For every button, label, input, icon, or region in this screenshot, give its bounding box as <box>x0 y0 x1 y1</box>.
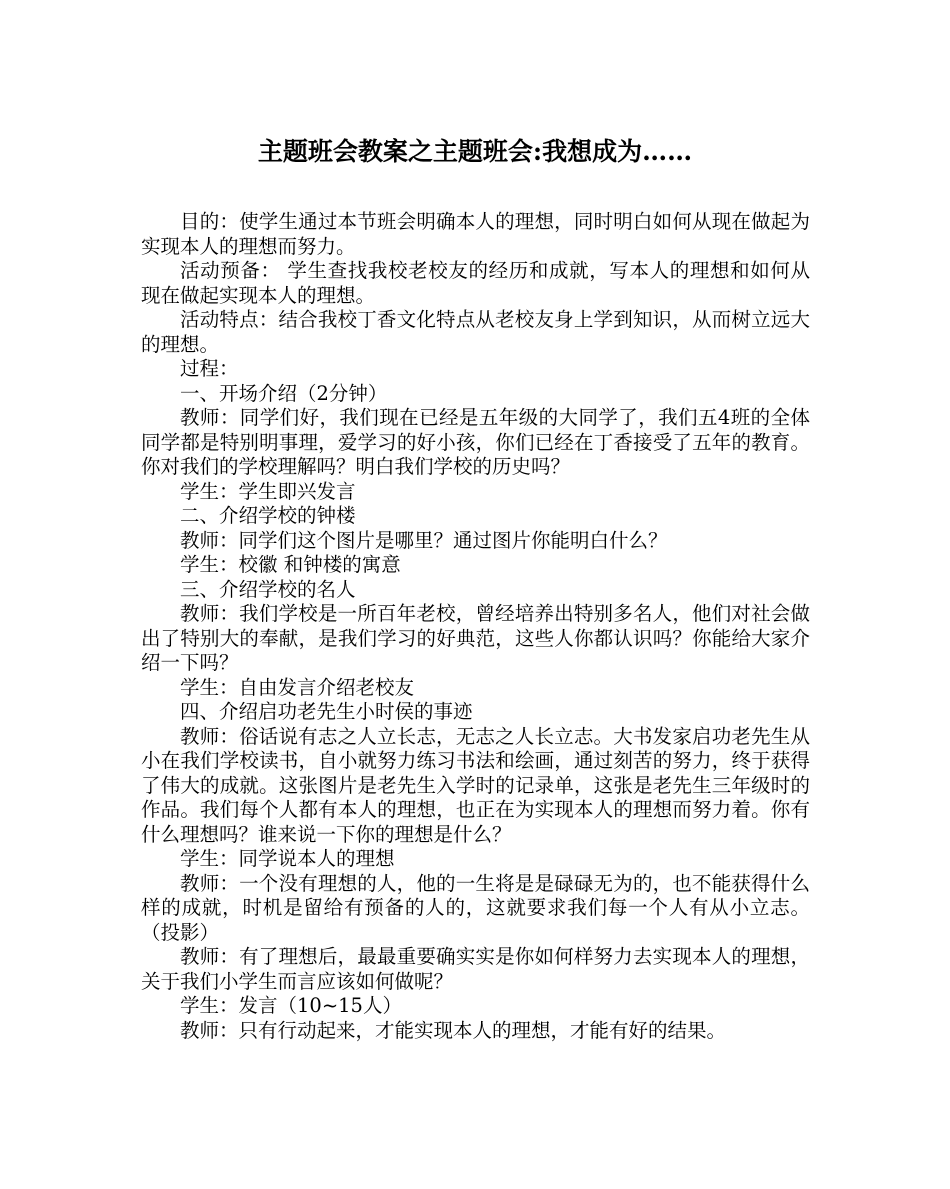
student-line: 学生：学生即兴发言 <box>180 479 356 503</box>
teacher-line: 教师：一个没有理想的人，他的一生将是是碌碌无为的，也不能获得什么样的成就，时机是留给有预备的人的，这就要求我们每一个人有从小立志。（投影） <box>141 871 810 944</box>
student-line: 学生：发言（10~15人） <box>180 994 402 1017</box>
section-heading-3: 三、介绍学校的名人 <box>180 577 356 601</box>
teacher-line: 教师：只有行动起来，才能实现本人的理想，才能有好的结果。 <box>180 1018 727 1042</box>
teacher-line: 教师：有了理想后，最最重要确实实是你如何样努力去实现本人的理想，关于我们小学生而言应该如何做呢？ <box>141 945 810 993</box>
section-heading-4: 四、介绍启功老先生小时侯的事迹 <box>180 700 473 723</box>
student-line: 学生：校徽 和钟楼的寓意 <box>180 553 401 576</box>
teacher-line: 教师：同学们这个图片是哪里？通过图片你能明白什么？ <box>180 528 668 552</box>
student-line: 学生：同学说本人的理想 <box>180 847 395 870</box>
student-line: 学生：自由发言介绍老校友 <box>180 675 415 699</box>
paragraph-process-heading: 过程： <box>180 357 239 380</box>
document-title: 主题班会教案之主题班会:我想成为…… <box>257 137 693 166</box>
section-heading-2: 二、介绍学校的钟楼 <box>180 504 356 527</box>
section-heading-1: 一、开场介绍（2分钟） <box>180 381 388 405</box>
teacher-line: 教师：俗话说有志之人立长志，无志之人长立志。大书发家启功老先生从小在我们学校读书，自小就努力练习书法和绘画，通过刻苦的努力，终于获得了伟大的成就。这张图片是老先生入学时的记录单，这张是老先生三年级时的作品。我们每个人都有本人的理想，也正在为实现本人的理想而努力着。你有什么理想吗？谁来说一下你的理想是什么？ <box>141 724 810 846</box>
paragraph-preparation: 活动预备： 学生查找我校老校友的经历和成就，写本人的理想和如何从现在做起实现本人的理想。 <box>141 259 810 307</box>
teacher-line: 教师：同学们好，我们现在已经是五年级的大同学了，我们五4班的全体同学都是特别明事理，爱学习的好小孩，你们已经在丁香接受了五年的教育。你对我们的学校理解吗？明白我们学校的历史吗？ <box>141 406 810 478</box>
paragraph-features: 活动特点：结合我校丁香文化特点从老校友身上学到知识，从而树立远大的理想。 <box>141 308 810 356</box>
document-body <box>141 210 810 1043</box>
paragraph-purpose: 目的：使学生通过本节班会明确本人的理想，同时明白如何从现在做起为实现本人的理想而努力。 <box>141 210 810 258</box>
teacher-line: 教师：我们学校是一所百年老校，曾经培养出特别多名人，他们对社会做出了特别大的奉献，是我们学习的好典范，这些人你都认识吗？你能给大家介绍一下吗？ <box>141 602 810 674</box>
